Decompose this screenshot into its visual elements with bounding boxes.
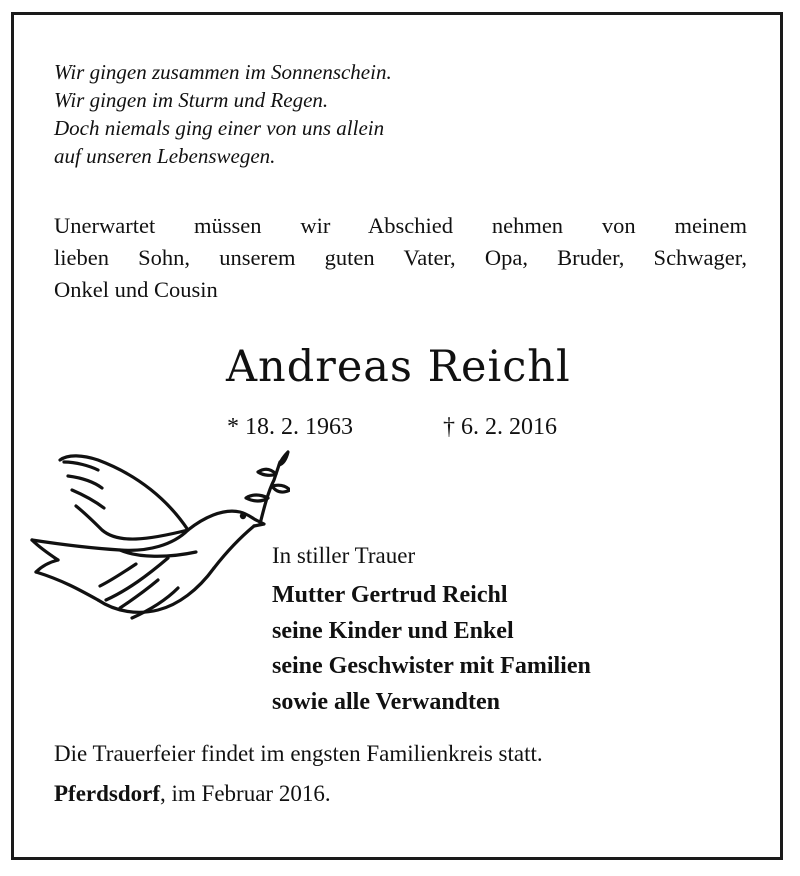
death-date: † 6. 2. 2016	[443, 414, 557, 440]
place-date-line	[54, 781, 331, 807]
mourner-entry: seine Kinder und Enkel	[272, 617, 514, 644]
mourners-list	[272, 578, 591, 720]
funeral-note: Die Trauerfeier findet im engsten Familienkreis statt.	[54, 741, 543, 766]
announcement-line: Unerwartet müssen wir Abschied nehmen von meinem	[54, 213, 747, 238]
poem-line: Doch niemals ging einer von uns allein	[54, 116, 385, 140]
poem-line: Wir gingen zusammen im Sonnenschein.	[54, 60, 392, 84]
memorial-poem	[54, 58, 392, 170]
mourner-entry: sowie alle Verwandten	[272, 688, 500, 715]
dove-icon	[28, 440, 290, 645]
mourner-entry: seine Geschwister mit Familien	[272, 653, 591, 679]
poem-line: Wir gingen im Sturm und Regen.	[54, 88, 329, 112]
announcement-line: lieben Sohn, unserem guten Vater, Opa, Bruder, Schwager,	[54, 245, 747, 270]
deceased-name: Andreas Reichl	[226, 342, 571, 392]
date-text: , im Februar 2016.	[160, 781, 331, 806]
poem-line: auf unseren Lebenswegen.	[54, 144, 276, 168]
birth-date: * 18. 2. 1963	[227, 414, 353, 440]
mourning-intro: In stiller Trauer	[272, 543, 416, 568]
announcement-text	[54, 210, 747, 306]
announcement-line: Onkel und Cousin	[54, 277, 218, 302]
mourner-entry: Mutter Gertrud Reichl	[272, 582, 508, 608]
place-name: Pferdsdorf	[54, 781, 161, 806]
